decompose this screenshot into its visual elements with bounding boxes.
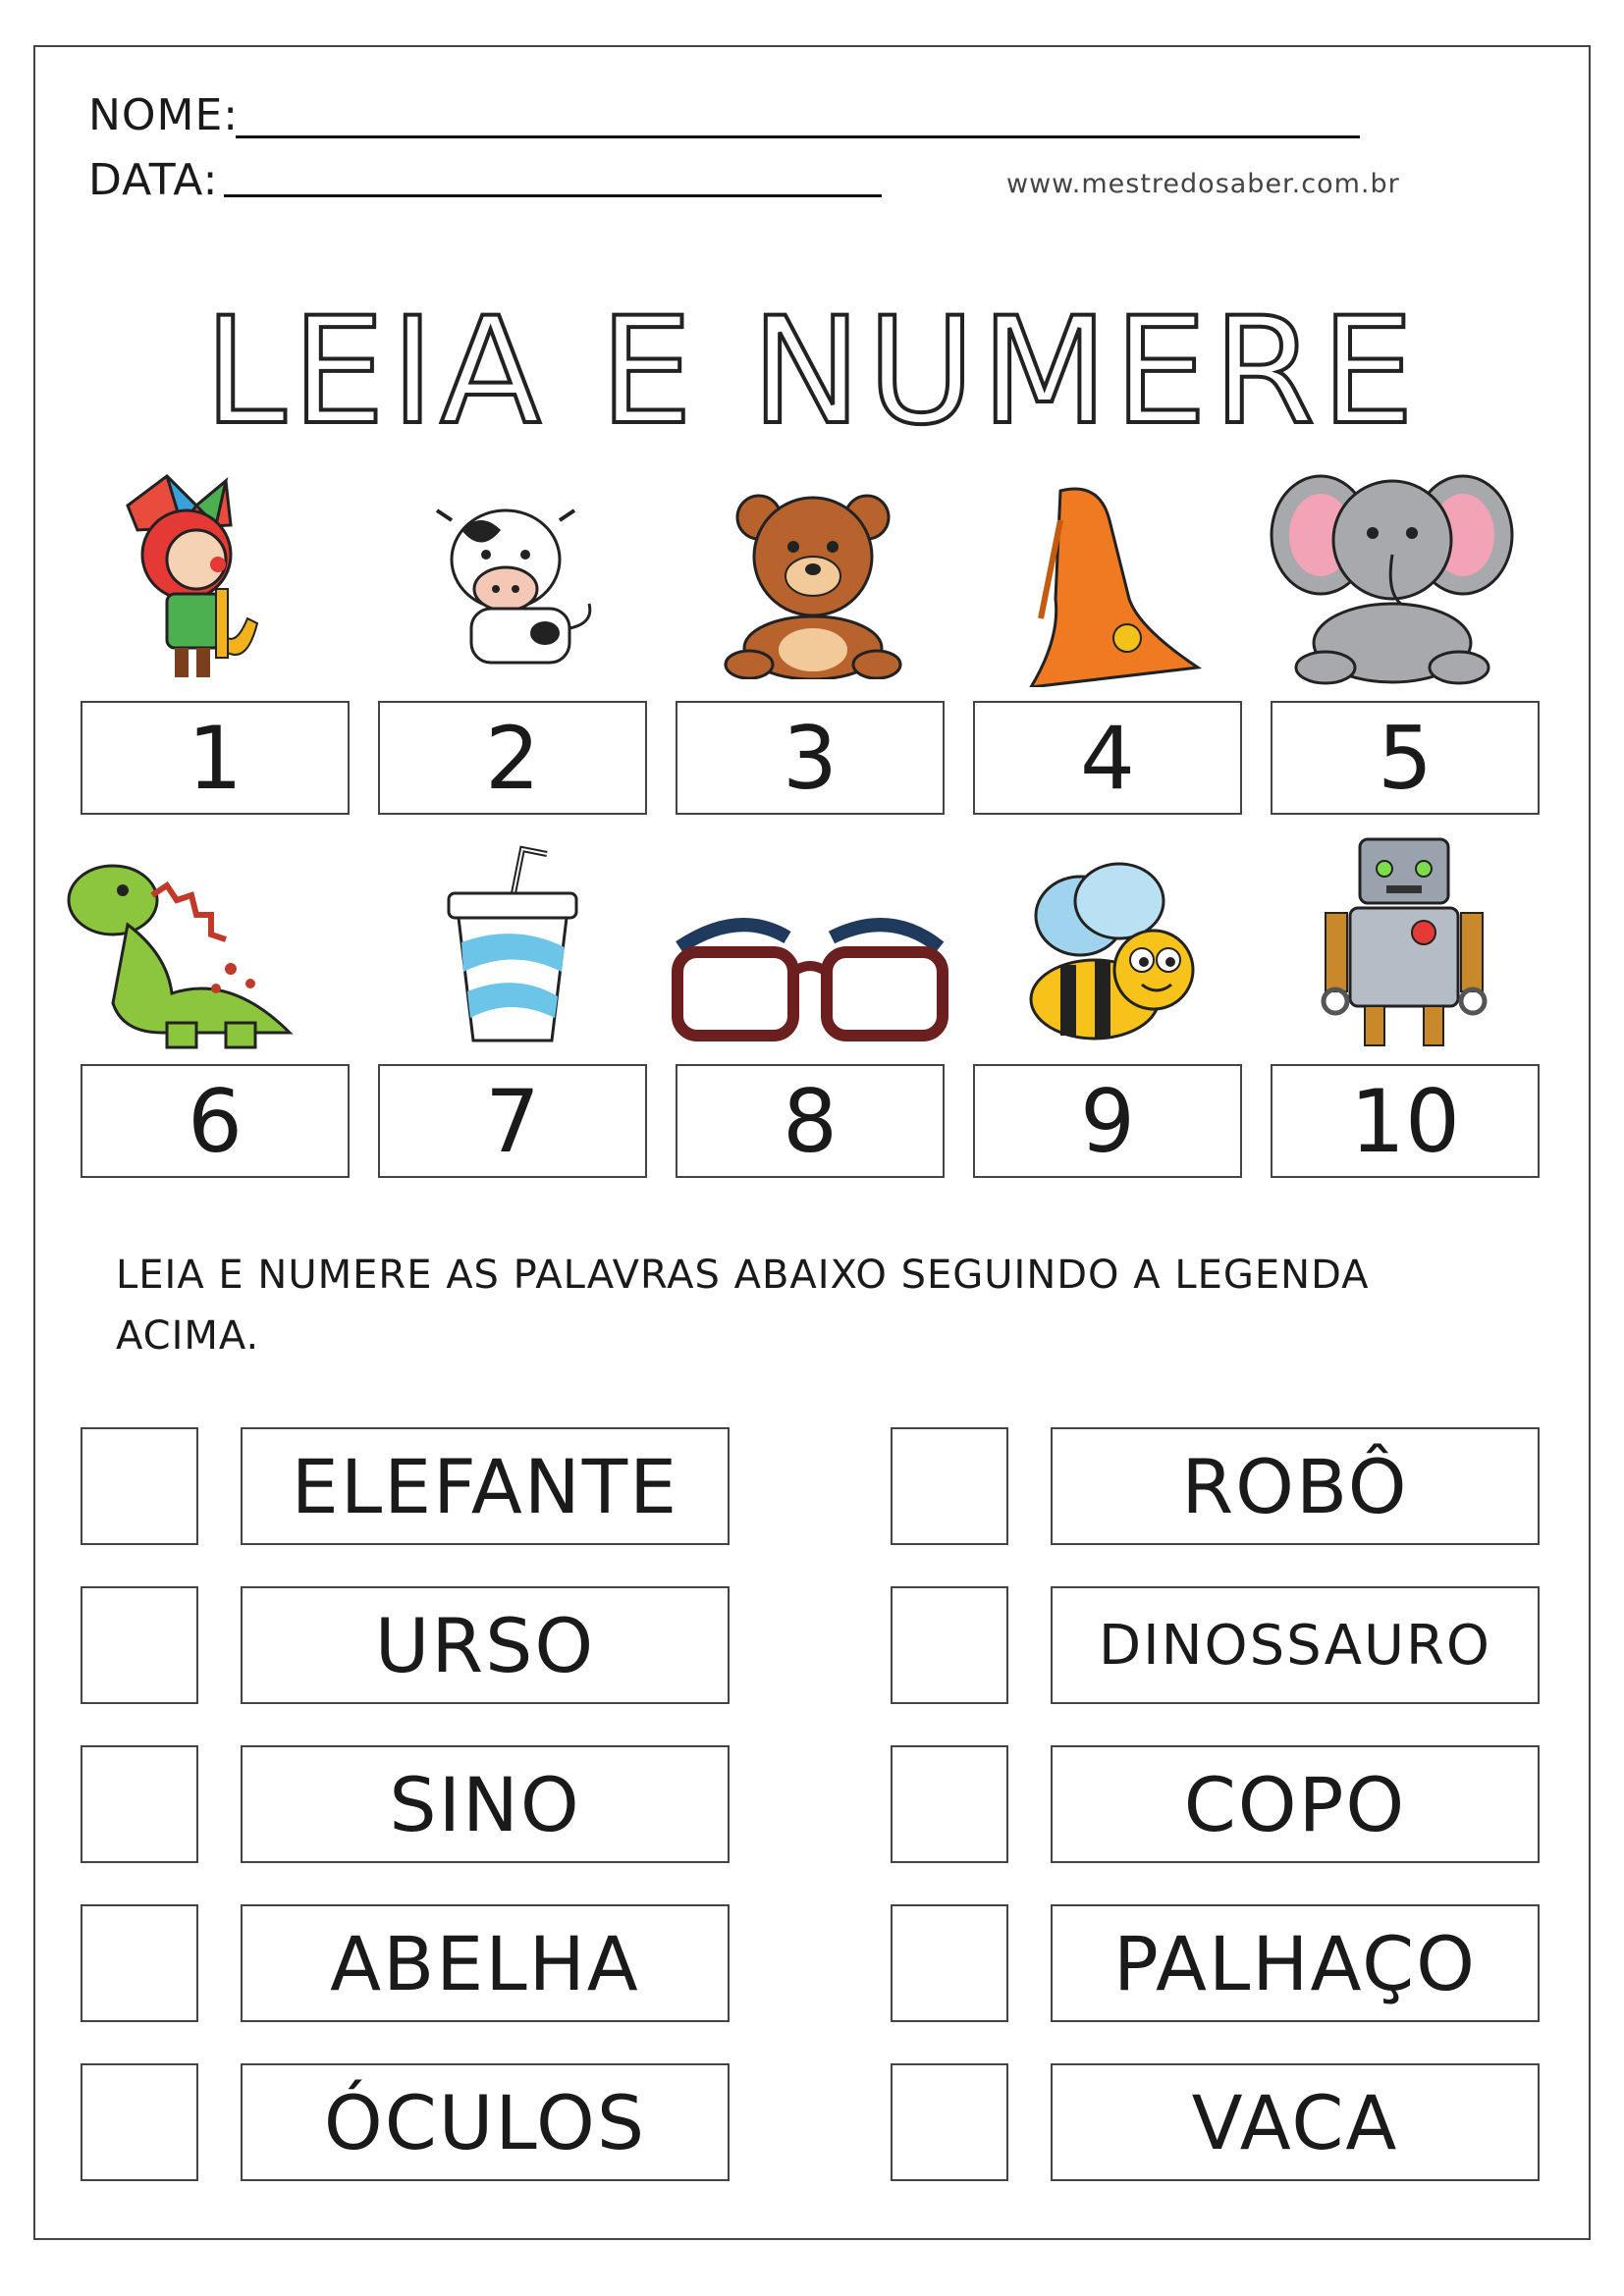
- instruction-text: LEIA E NUMERE AS PALAVRAS ABAIXO SEGUINDO A LEGENDA ACIMA.: [116, 1253, 1370, 1359]
- legend-number-8: 8: [676, 1064, 945, 1178]
- word-box-palhaco: PALHAÇO: [1051, 1904, 1540, 2022]
- cup-icon: [444, 844, 581, 1045]
- legend-number-2: 2: [378, 701, 647, 815]
- title-text: LEIA E NUMERE: [203, 287, 1421, 457]
- answer-box-elefante[interactable]: [81, 1427, 198, 1545]
- legend-number-3: 3: [676, 701, 945, 815]
- cow-icon: [432, 491, 609, 677]
- answer-box-copo[interactable]: [891, 1745, 1008, 1863]
- word-box-sino: SINO: [241, 1745, 730, 1863]
- answer-box-sino[interactable]: [81, 1745, 198, 1863]
- page-title: [0, 285, 1624, 471]
- answer-box-oculos[interactable]: [81, 2063, 198, 2181]
- legend-number-5: 5: [1271, 701, 1540, 815]
- name-field-line[interactable]: [236, 135, 1360, 138]
- bee-icon: [1026, 862, 1203, 1048]
- legend-number-4: 4: [973, 701, 1242, 815]
- word-box-vaca: VACA: [1051, 2063, 1540, 2181]
- word-box-oculos: ÓCULOS: [241, 2063, 730, 2181]
- word-box-urso: URSO: [241, 1586, 730, 1704]
- glasses-icon: [670, 908, 949, 1045]
- answer-box-abelha[interactable]: [81, 1904, 198, 2022]
- word-box-copo: COPO: [1051, 1745, 1540, 1863]
- legend-number-1: 1: [81, 701, 350, 815]
- date-label: DATA:: [88, 155, 219, 205]
- date-field-line[interactable]: [224, 194, 882, 197]
- answer-box-vaca[interactable]: [891, 2063, 1008, 2181]
- legend-number-6: 6: [81, 1064, 350, 1178]
- robot-icon: [1316, 834, 1492, 1055]
- clown-icon: [98, 466, 309, 682]
- dinosaur-icon: [59, 856, 324, 1052]
- bell-icon: [1001, 481, 1208, 687]
- answer-box-palhaco[interactable]: [891, 1904, 1008, 2022]
- answer-box-robo[interactable]: [891, 1427, 1008, 1545]
- word-box-elefante: ELEFANTE: [241, 1427, 730, 1545]
- word-box-robo: ROBÔ: [1051, 1427, 1540, 1545]
- word-box-abelha: ABELHA: [241, 1904, 730, 2022]
- word-box-dinossauro: DINOSSAURO: [1051, 1586, 1540, 1704]
- elephant-icon: [1267, 447, 1517, 687]
- name-label: NOME:: [88, 90, 240, 140]
- legend-number-10: 10: [1271, 1064, 1540, 1178]
- website-text: www.mestredosaber.com.br: [1006, 169, 1400, 199]
- answer-box-dinossauro[interactable]: [891, 1586, 1008, 1704]
- legend-number-7: 7: [378, 1064, 647, 1178]
- answer-box-urso[interactable]: [81, 1586, 198, 1704]
- teddy-bear-icon: [715, 483, 911, 679]
- legend-number-9: 9: [973, 1064, 1242, 1178]
